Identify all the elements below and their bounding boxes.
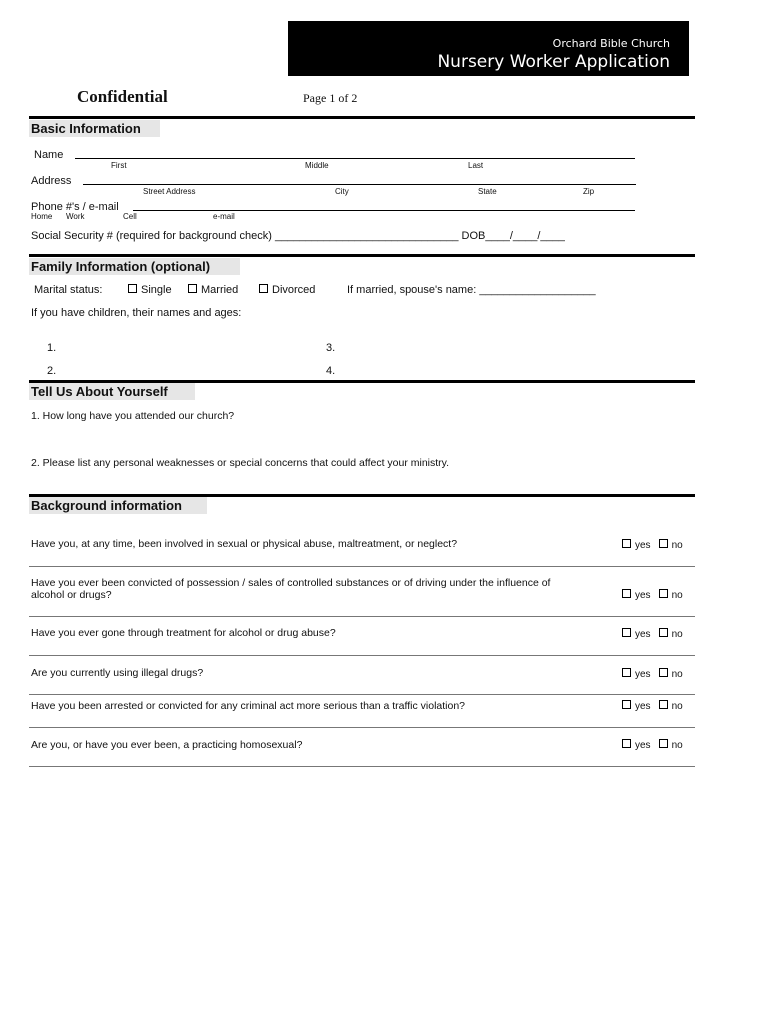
checkbox-icon[interactable] bbox=[128, 284, 137, 293]
checkbox-icon[interactable] bbox=[259, 284, 268, 293]
application-title: Nursery Worker Application bbox=[437, 52, 670, 72]
checkbox-icon[interactable] bbox=[622, 539, 631, 548]
address-field[interactable] bbox=[83, 184, 636, 185]
answer-group-6: yes no bbox=[622, 739, 683, 751]
row-divider bbox=[29, 766, 695, 767]
spouse-name-field[interactable]: If married, spouse's name: ___________________ bbox=[347, 284, 596, 296]
section-title-basic: Basic Information bbox=[29, 120, 160, 137]
answer-group-4: yes no bbox=[622, 668, 683, 680]
name-sub-last: Last bbox=[468, 161, 484, 170]
background-question-1: Have you, at any time, been involved in sexual or physical abuse, maltreatment, or neglect? bbox=[31, 538, 458, 550]
checkbox-icon[interactable] bbox=[622, 668, 631, 677]
option-married[interactable]: Married bbox=[188, 284, 238, 296]
answer-group-2: yes no bbox=[622, 589, 683, 601]
background-question-5: Have you been arrested or convicted for any criminal act more serious than a traffic violation? bbox=[31, 700, 466, 712]
answer-group-5: yes no bbox=[622, 700, 683, 712]
phone-field[interactable] bbox=[133, 210, 635, 211]
checkbox-icon[interactable] bbox=[659, 539, 668, 548]
address-sub-street: Street Address bbox=[143, 187, 196, 196]
background-question-3: Have you ever gone through treatment for alcohol or drug abuse? bbox=[31, 627, 336, 639]
row-divider bbox=[29, 616, 695, 617]
row-divider bbox=[29, 566, 695, 567]
address-label: Address bbox=[31, 175, 72, 187]
option-single[interactable]: Single bbox=[128, 284, 172, 296]
section-rule bbox=[29, 254, 695, 257]
section-title-background: Background information bbox=[29, 497, 207, 514]
child-slot-3[interactable]: 3. bbox=[326, 342, 336, 354]
church-name: Orchard Bible Church bbox=[552, 37, 670, 50]
phone-sub-home: Home bbox=[31, 212, 53, 221]
phone-sub-work: Work bbox=[66, 212, 85, 221]
section-title-family: Family Information (optional) bbox=[29, 258, 240, 275]
marital-label: Marital status: bbox=[34, 284, 103, 296]
background-question-6: Are you, or have you ever been, a practicing homosexual? bbox=[31, 739, 303, 751]
row-divider bbox=[29, 694, 695, 695]
checkbox-icon[interactable] bbox=[659, 628, 668, 637]
children-label: If you have children, their names and ages: bbox=[31, 307, 242, 319]
checkbox-icon[interactable] bbox=[659, 700, 668, 709]
answer-group-1: yes no bbox=[622, 539, 683, 551]
checkbox-icon[interactable] bbox=[622, 628, 631, 637]
checkbox-icon[interactable] bbox=[659, 589, 668, 598]
phone-sub-email: e-mail bbox=[213, 212, 235, 221]
address-sub-zip: Zip bbox=[583, 187, 595, 196]
address-sub-state: State bbox=[478, 187, 497, 196]
phone-label: Phone #'s / e-mail bbox=[31, 201, 119, 213]
row-divider bbox=[29, 727, 695, 728]
answer-group-3: yes no bbox=[622, 628, 683, 640]
name-sub-first: First bbox=[111, 161, 127, 170]
row-divider bbox=[29, 655, 695, 656]
ssn-dob-line[interactable]: Social Security # (required for background check) ______________________________ DOB____/____/____ bbox=[31, 230, 565, 242]
child-slot-4[interactable]: 4. bbox=[326, 365, 336, 377]
name-sub-middle: Middle bbox=[305, 161, 329, 170]
about-question-2: 2. Please list any personal weaknesses or special concerns that could affect your ministry. bbox=[31, 457, 450, 469]
option-divorced[interactable]: Divorced bbox=[259, 284, 315, 296]
child-slot-2[interactable]: 2. bbox=[47, 365, 57, 377]
background-question-2: Have you ever been convicted of possession / sales of controlled substances or of driving under the influence of alcohol or drugs? bbox=[31, 577, 551, 601]
checkbox-icon[interactable] bbox=[659, 739, 668, 748]
checkbox-icon[interactable] bbox=[188, 284, 197, 293]
phone-sub-cell: Cell bbox=[123, 212, 137, 221]
background-question-4: Are you currently using illegal drugs? bbox=[31, 667, 204, 679]
address-sub-city: City bbox=[335, 187, 349, 196]
section-title-about: Tell Us About Yourself bbox=[29, 383, 195, 400]
checkbox-icon[interactable] bbox=[622, 589, 631, 598]
section-rule bbox=[29, 116, 695, 119]
about-question-1: 1. How long have you attended our church? bbox=[31, 410, 235, 422]
child-slot-1[interactable]: 1. bbox=[47, 342, 57, 354]
page-number: Page 1 of 2 bbox=[303, 91, 358, 105]
name-field[interactable] bbox=[75, 158, 635, 159]
confidential-label: Confidential bbox=[77, 87, 168, 106]
checkbox-icon[interactable] bbox=[659, 668, 668, 677]
checkbox-icon[interactable] bbox=[622, 700, 631, 709]
checkbox-icon[interactable] bbox=[622, 739, 631, 748]
name-label: Name bbox=[34, 149, 64, 161]
